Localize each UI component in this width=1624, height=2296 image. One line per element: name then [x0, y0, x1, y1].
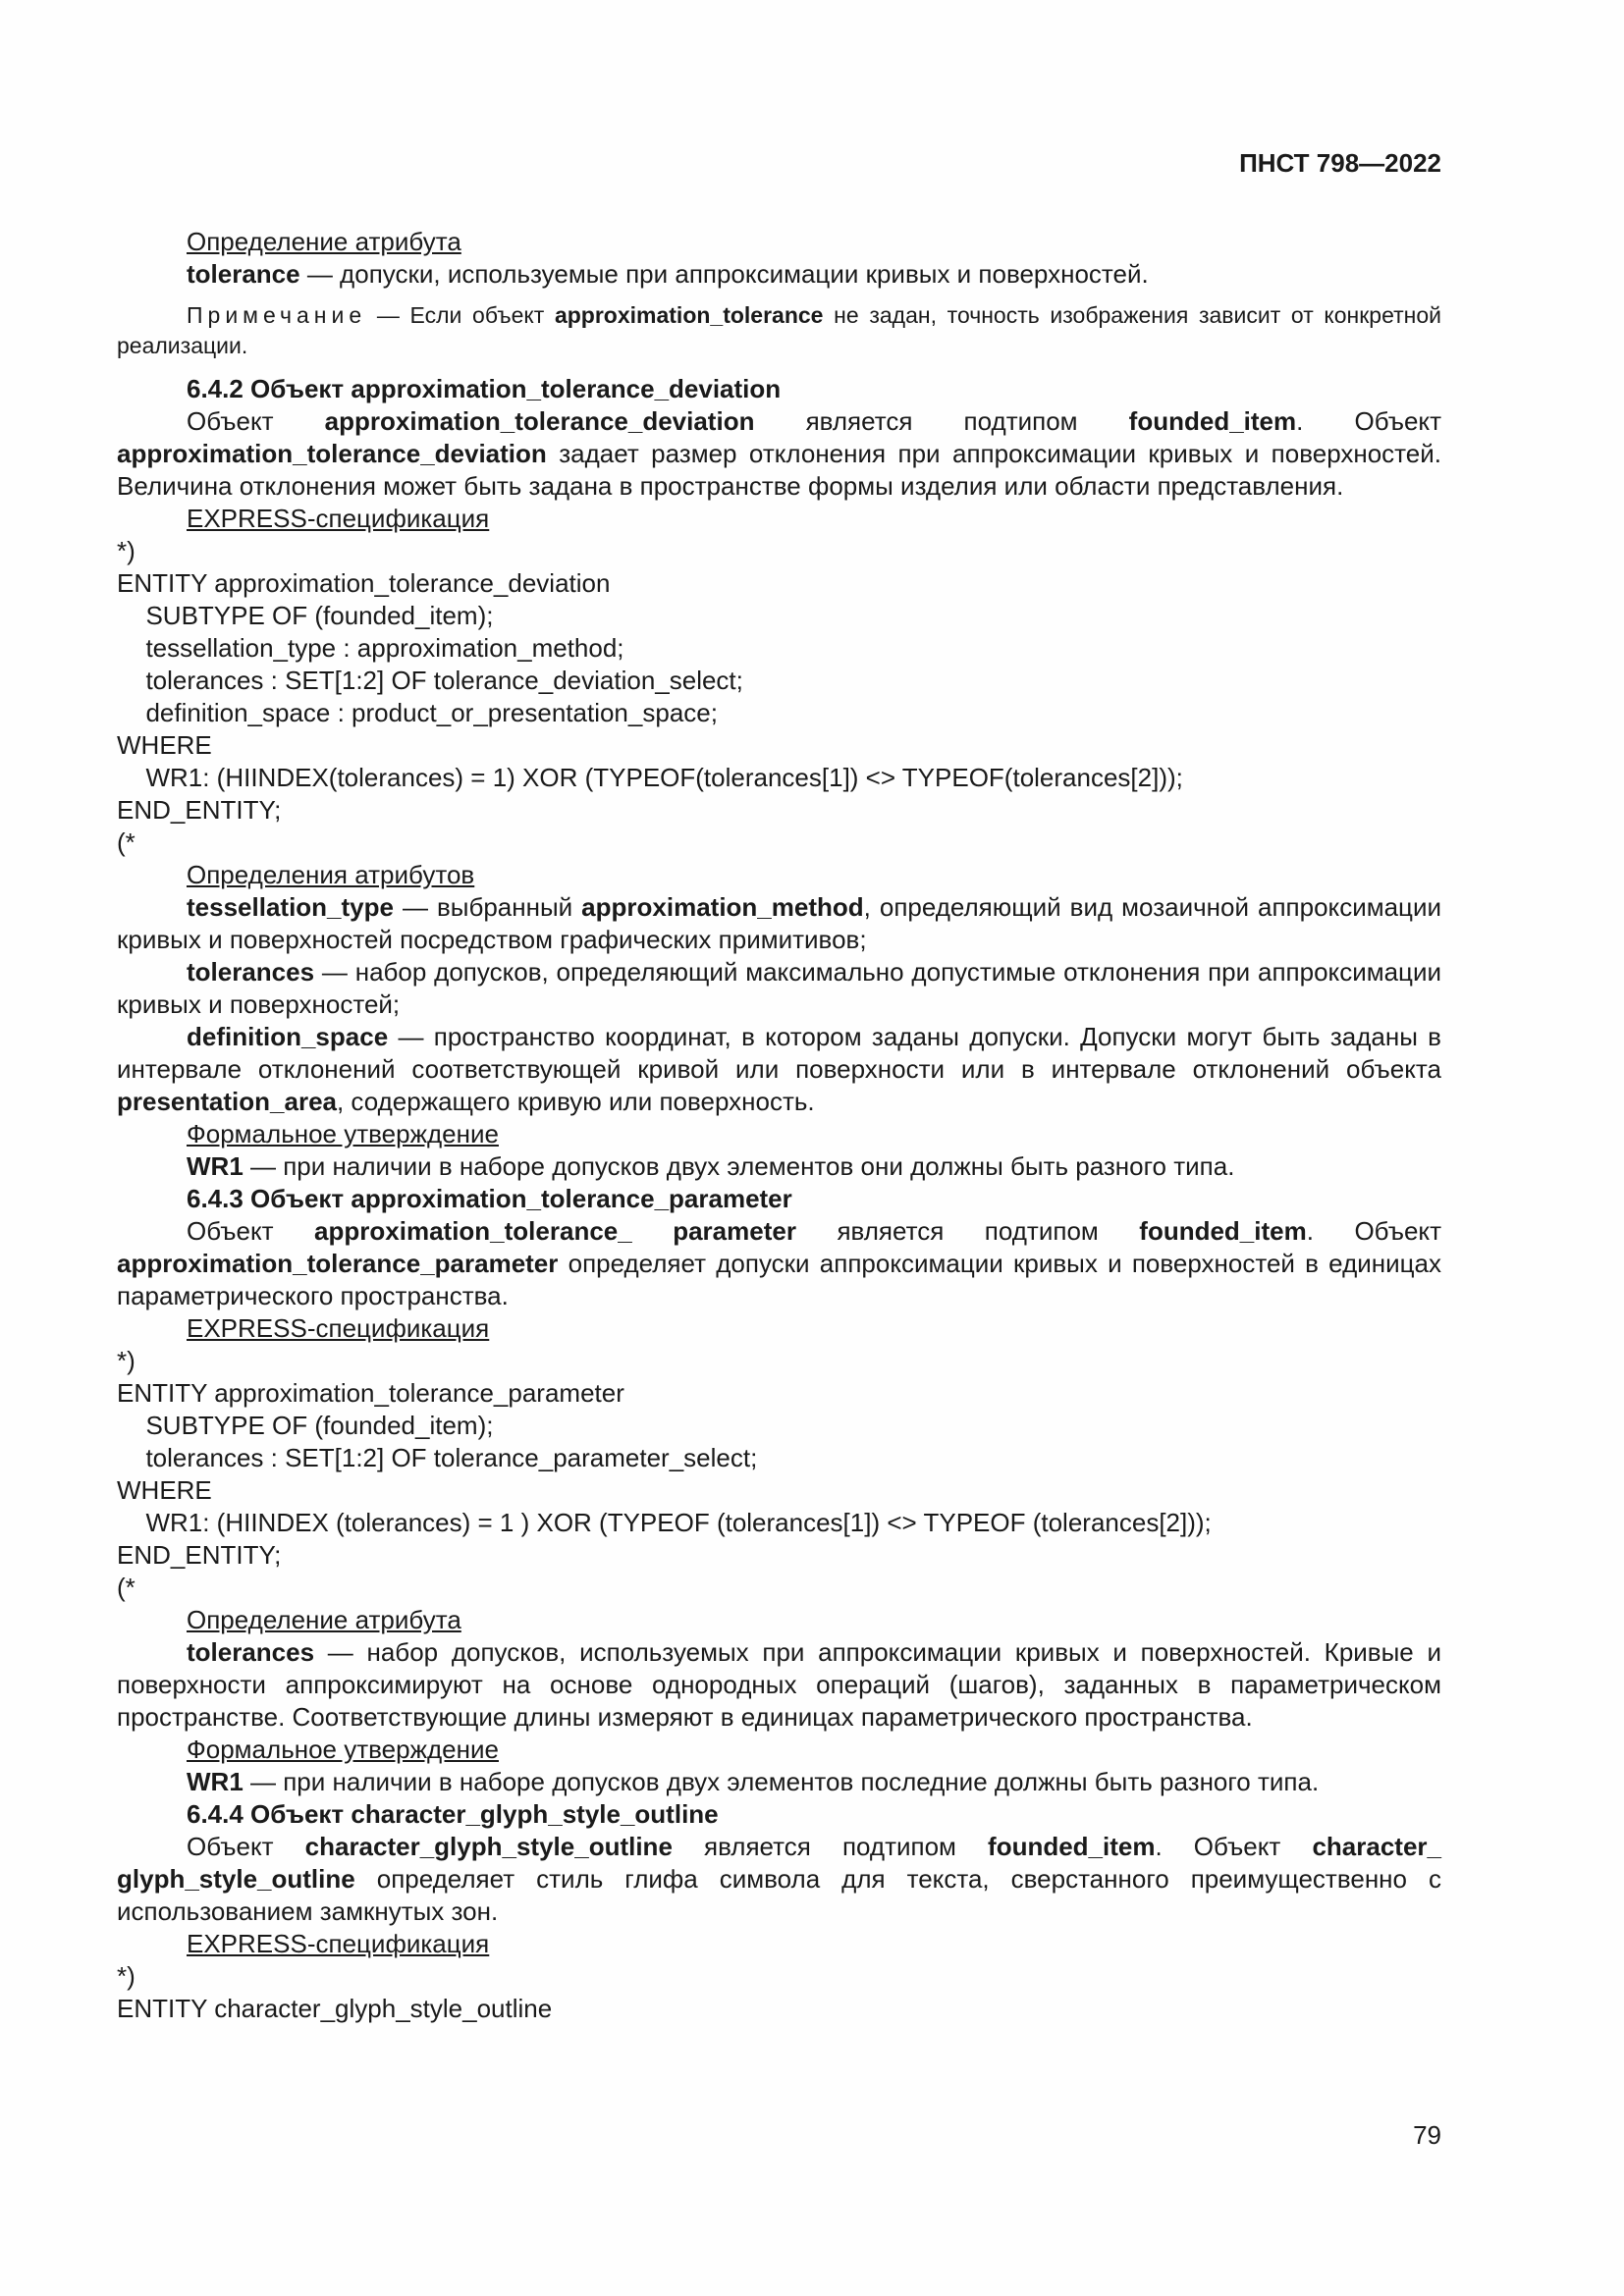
code-line: *) — [117, 1961, 135, 1991]
section-paragraph: Объект approximation_tolerance_ parameter является подтипом founded_item. Объект approximation_tolerance_parameter определяет допуски аппроксимации кривых и поверхностей в единицах параметрического пространства. — [117, 1216, 1441, 1310]
express-code-block — [117, 535, 1441, 859]
code-line: SUBTYPE OF (founded_item); — [132, 1411, 494, 1440]
section-heading-6-4-2: 6.4.2 Объект approximation_tolerance_deviation — [187, 374, 782, 403]
code-line: WR1: (HIINDEX (tolerances) = 1 ) XOR (TYPEOF (tolerances[1]) <> TYPEOF (tolerances[2])); — [132, 1508, 1212, 1537]
document-number: ПНСТ 798—2022 — [1239, 148, 1441, 178]
attribute-definition: tessellation_type — выбранный approximation_method, определяющий вид мозаичной аппроксимации кривых и поверхностей посредством графических примитивов; — [117, 892, 1441, 954]
code-line: (* — [117, 828, 135, 857]
attribute-definition — [117, 258, 1441, 291]
code-line: WHERE — [117, 1475, 212, 1505]
section-paragraph: Объект approximation_tolerance_deviation является подтипом founded_item. Объект approximation_tolerance_deviation задает размер отклонения при аппроксимации кривых и поверхностей. Величина отклонения может быть задана в пространстве формы изделия или области представления. — [117, 406, 1442, 501]
note-label: Примечание — [187, 302, 367, 328]
attribute-definition: definition_space — пространство координат, в котором заданы допуски. Допуски могут быть заданы в интервале отклонений соответствующей кривой или поверхности или в интервале отклонений объекта presentation_area, содержащего кривую или поверхность. — [117, 1022, 1441, 1116]
attribute-definitions-label: Определения атрибутов — [187, 860, 475, 889]
code-line: WHERE — [117, 730, 212, 760]
code-line: tessellation_type : approximation_method; — [132, 633, 624, 663]
formal-statement-label: Формальное утверждение — [187, 1735, 499, 1764]
express-spec-label: EXPRESS-спецификация — [187, 1313, 490, 1343]
express-spec-label: EXPRESS-спецификация — [187, 1929, 490, 1958]
formal-statement-label: Формальное утверждение — [187, 1119, 499, 1148]
page-number: 79 — [1413, 2120, 1441, 2150]
section-heading-6-4-4: 6.4.4 Объект character_glyph_style_outline — [187, 1799, 719, 1829]
code-line: definition_space : product_or_presentation_space; — [132, 698, 718, 727]
code-line: (* — [117, 1573, 135, 1602]
code-line: SUBTYPE OF (founded_item); — [132, 601, 494, 630]
attribute-description: — допуски, используемые при аппроксимации кривых и поверхностей. — [299, 259, 1149, 289]
code-line: ENTITY character_glyph_style_outline — [117, 1994, 553, 2023]
note: Примечание — Если объект approximation_tolerance не задан, точность изображения зависит от конкретной реализации. — [117, 302, 1441, 358]
code-line: END_ENTITY; — [117, 1540, 282, 1570]
express-spec-label: EXPRESS-спецификация — [187, 504, 490, 533]
code-line: ENTITY approximation_tolerance_parameter — [117, 1378, 624, 1408]
formal-statement: WR1 — при наличии в наборе допусков двух элементов последние должны быть разного типа. — [187, 1767, 1320, 1796]
attribute-definition: tolerances — набор допусков, используемых при аппроксимации кривых и поверхностей. Кривые и поверхности аппроксимируют на основе однородных операций (шагов), заданных в параметрическом пространстве. Соответствующие длины измеряют в единицах параметрического пространства. — [117, 1637, 1441, 1732]
express-code-block — [117, 1345, 1441, 1604]
attribute-name: tolerance — [187, 259, 300, 289]
code-line: ENTITY approximation_tolerance_deviation — [117, 568, 611, 598]
attribute-definition-label: Определение атрибута — [187, 227, 461, 256]
attribute-definition: tolerances — набор допусков, определяющий максимально допустимые отклонения при аппроксимации кривых и поверхностей; — [117, 957, 1441, 1019]
express-code-block — [117, 1960, 1441, 2025]
code-line: tolerances : SET[1:2] OF tolerance_parameter_select; — [132, 1443, 758, 1472]
code-line: tolerances : SET[1:2] OF tolerance_deviation_select; — [132, 666, 743, 695]
section-heading-6-4-3: 6.4.3 Объект approximation_tolerance_parameter — [187, 1184, 792, 1213]
page-content — [117, 226, 1441, 2025]
code-line: END_ENTITY; — [117, 795, 282, 825]
section-paragraph: Объект character_glyph_style_outline является подтипом founded_item. Объект character_ glyph_style_outline определяет стиль глифа символа для текста, сверстанного преимущественно с использованием замкнутых зон. — [117, 1832, 1441, 1926]
formal-statement: WR1 — при наличии в наборе допусков двух элементов они должны быть разного типа. — [187, 1151, 1235, 1181]
code-line: *) — [117, 1346, 135, 1375]
code-line: WR1: (HIINDEX(tolerances) = 1) XOR (TYPEOF(tolerances[1]) <> TYPEOF(tolerances[2])); — [132, 763, 1183, 792]
attribute-definition-label: Определение атрибута — [187, 1605, 461, 1634]
code-line: *) — [117, 536, 135, 565]
